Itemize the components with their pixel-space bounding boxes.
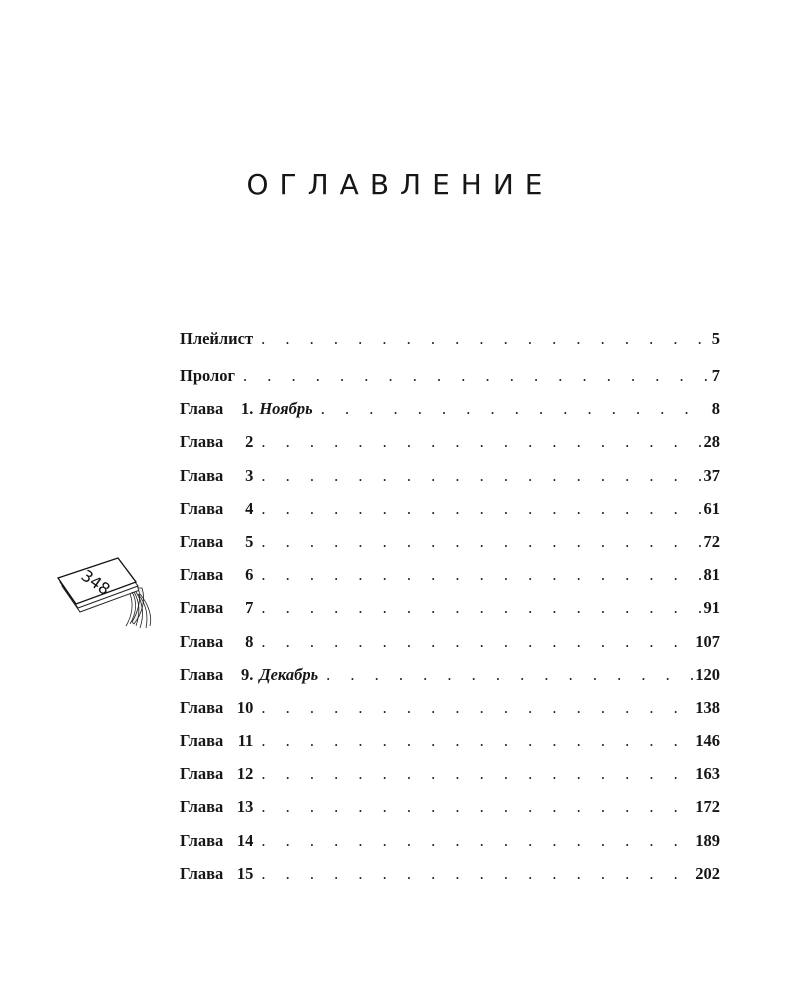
toc-page-number: 107 — [695, 631, 720, 651]
toc-chapter-number: 11 — [237, 731, 254, 751]
toc-entry-label — [180, 824, 257, 857]
toc-chapter-number: 7 — [245, 598, 254, 618]
toc-entry-title: Глава — [180, 399, 224, 419]
toc-entry-title: Глава — [180, 598, 224, 618]
toc-chapter-number: 10 — [236, 697, 254, 717]
dot-leader — [243, 359, 710, 392]
toc-entry-label — [180, 322, 257, 355]
toc-entry-title: Пролог — [180, 366, 236, 385]
toc-entry-title: Глава — [180, 764, 224, 784]
toc-entry[interactable] — [180, 459, 720, 492]
toc-entry[interactable] — [180, 757, 720, 790]
dot-leader — [326, 658, 693, 691]
dot-leader — [261, 790, 693, 823]
tear-off-calendar-icon — [54, 548, 158, 634]
toc-entry[interactable] — [180, 824, 720, 857]
toc-page-number: 72 — [703, 531, 720, 551]
toc-page-number: 163 — [695, 764, 720, 784]
toc-entry[interactable] — [180, 790, 720, 823]
toc-chapter-number: 2 — [245, 432, 254, 452]
toc-page-number: 61 — [703, 498, 720, 518]
toc-entry[interactable] — [180, 691, 720, 724]
toc-chapter-number: 8 — [245, 631, 254, 651]
toc-entry-title: Глава — [180, 664, 224, 684]
toc-entry[interactable] — [180, 558, 720, 591]
dot-leader — [261, 591, 701, 624]
toc-entry-title: Глава — [180, 631, 224, 651]
toc-chapter-number: 1. — [240, 399, 254, 419]
toc-page-number: 7 — [711, 366, 720, 385]
toc-entry[interactable] — [180, 857, 720, 890]
toc-entry[interactable] — [180, 525, 720, 558]
toc-entry-label — [180, 459, 257, 492]
toc-entry-label — [180, 425, 257, 458]
toc-page-number: 120 — [695, 664, 720, 684]
toc-entry[interactable] — [180, 359, 720, 392]
dot-leader — [261, 625, 693, 658]
toc-entry-label — [180, 591, 257, 624]
toc-entry-title: Глава — [180, 465, 224, 485]
toc-page-number: 81 — [703, 565, 720, 585]
toc-entry-label — [180, 790, 257, 823]
dot-leader — [321, 392, 710, 425]
toc-entry-title: Плейлист — [180, 329, 254, 348]
dot-leader — [261, 492, 701, 525]
toc-entry-title: Глава — [180, 531, 224, 551]
toc-page-number: 138 — [695, 697, 720, 717]
toc-entry-title: Глава — [180, 863, 224, 883]
toc-chapter-number: 3 — [245, 465, 254, 485]
toc-entry[interactable] — [180, 591, 720, 624]
toc-entry-title: Глава — [180, 432, 224, 452]
toc-chapter-number: 4 — [245, 498, 254, 518]
toc-page-number: 146 — [695, 731, 720, 751]
toc-chapter-number: 13 — [236, 797, 254, 817]
toc-page-number: 28 — [703, 432, 720, 452]
toc-entry-label — [180, 558, 257, 591]
toc-chapter-number: 15 — [236, 863, 254, 883]
toc-page-number: 172 — [695, 797, 720, 817]
toc-entry-title: Глава — [180, 731, 224, 751]
toc-entry[interactable] — [180, 322, 720, 359]
toc-page-number: 5 — [711, 329, 720, 348]
toc-page-number: 8 — [711, 399, 720, 419]
toc-entry-label — [180, 625, 257, 658]
toc-entry-label — [180, 724, 257, 757]
calendar-page-number: 348 — [77, 565, 114, 599]
toc-entry-title: Глава — [180, 498, 224, 518]
toc-chapter-number: 9. — [240, 664, 254, 684]
toc-entry-label — [180, 392, 317, 425]
dot-leader — [261, 824, 693, 857]
toc-entry-label — [180, 691, 257, 724]
toc-entry[interactable] — [180, 724, 720, 757]
dot-leader — [261, 724, 693, 757]
toc-entry[interactable] — [180, 658, 720, 691]
toc-entry-title: Глава — [180, 830, 224, 850]
toc-entry-title: Глава — [180, 565, 224, 585]
dot-leader — [261, 459, 701, 492]
toc-entry-label — [180, 658, 322, 691]
dot-leader — [261, 425, 701, 458]
toc-chapter-subtitle: Ноябрь — [259, 399, 313, 419]
toc-entry-label — [180, 525, 257, 558]
toc-entry-label — [180, 492, 257, 525]
toc-entry[interactable] — [180, 425, 720, 458]
dot-leader — [261, 558, 701, 591]
toc-chapter-number: 5 — [245, 531, 254, 551]
dot-leader — [261, 857, 693, 890]
toc-chapter-number: 14 — [236, 830, 254, 850]
dot-leader — [261, 525, 701, 558]
toc-entry-label — [180, 857, 257, 890]
dot-leader — [261, 691, 693, 724]
toc-page-number: 37 — [703, 465, 720, 485]
dot-leader — [261, 322, 710, 355]
toc-entry-label — [180, 359, 239, 392]
dot-leader — [261, 757, 693, 790]
toc-page-number: 202 — [695, 863, 720, 883]
toc-chapter-number: 6 — [245, 565, 254, 585]
toc-entry[interactable] — [180, 392, 720, 425]
toc-entry-title: Глава — [180, 797, 224, 817]
toc-entry[interactable] — [180, 492, 720, 525]
toc-chapter-subtitle: Декабрь — [259, 664, 319, 684]
toc-entry[interactable] — [180, 625, 720, 658]
page-title: ОГЛАВЛЕНИЕ — [246, 167, 554, 201]
toc-entry-title: Глава — [180, 697, 224, 717]
toc-chapter-number: 12 — [236, 764, 254, 784]
table-of-contents — [180, 322, 720, 890]
toc-entry-label — [180, 757, 257, 790]
toc-page-number: 189 — [695, 830, 720, 850]
toc-page-number: 91 — [703, 598, 720, 618]
